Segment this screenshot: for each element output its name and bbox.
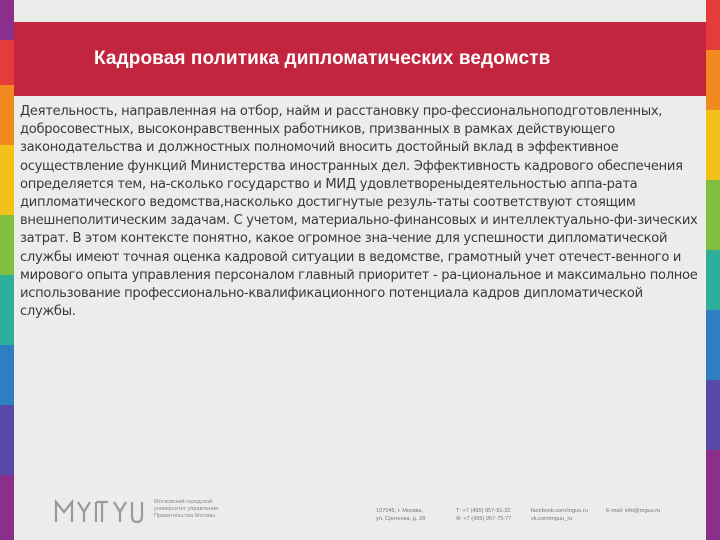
university-name xyxy=(154,499,254,520)
footer-address xyxy=(376,507,425,523)
university-name-line: университет управления xyxy=(154,506,219,512)
left-decorative-stripe xyxy=(0,0,14,540)
facebook-link[interactable]: facebook.com/mguu.ru xyxy=(531,508,588,514)
university-name-line: Правительства Москвы xyxy=(154,513,215,519)
right-decorative-stripe xyxy=(706,0,720,540)
vk-link[interactable]: vk.com/mguu_ru xyxy=(531,516,573,522)
footer-phones xyxy=(456,507,511,523)
fax-line: Ф: +7 (495) 957-75-77 xyxy=(456,516,512,522)
phone-line: Т: +7 (495) 957-91-32 xyxy=(456,508,511,514)
slide xyxy=(14,0,706,540)
address-line: ул. Сретенка, д. 28 xyxy=(376,516,426,522)
address-line: 107045, г. Москва, xyxy=(376,508,423,514)
body-paragraph: Деятельность, направленная на отбор, найм и расстановку про-фессиональноподготовленных, добросовестных, высоконравственных работников, призванных в рамках действующего законодательства и должностных полномочий вносить достойный вклад в эффективное осуществление функций Министерства иностранных дел. Эффективность кадрового обеспечения определяется тем, на-сколько государство и МИД удовлетвореныдеятельностью аппа-рата дипломатического ведомства,насколько достигнутые резуль-таты соответствуют стоящим внешнеполитическим задачам. С учетом, материально-финансовых и интеллектуально-фи-зических затрат. В этом контексте понятно, какое огромное зна-чение для успешности дипломатической службы имеют точная оценка кадровой ситуации в ведомстве, грамотный учет отечест-венного и мирового опыта управления персоналом главный приоритет - ра-циональное и максимально полное использование профессионально-квалификационного потенциала кадров дипломатической службы. xyxy=(20,104,698,320)
footer-email xyxy=(606,507,660,515)
title-bar xyxy=(14,22,706,96)
slide-title: Кадровая политика дипломатических ведомств xyxy=(94,48,551,69)
footer-social xyxy=(531,507,588,523)
university-name-line: Московский городской xyxy=(154,499,213,505)
email-link[interactable]: E-mail: info@mguu.ru xyxy=(606,508,661,514)
footer xyxy=(14,490,706,530)
university-logo-icon xyxy=(54,498,144,524)
